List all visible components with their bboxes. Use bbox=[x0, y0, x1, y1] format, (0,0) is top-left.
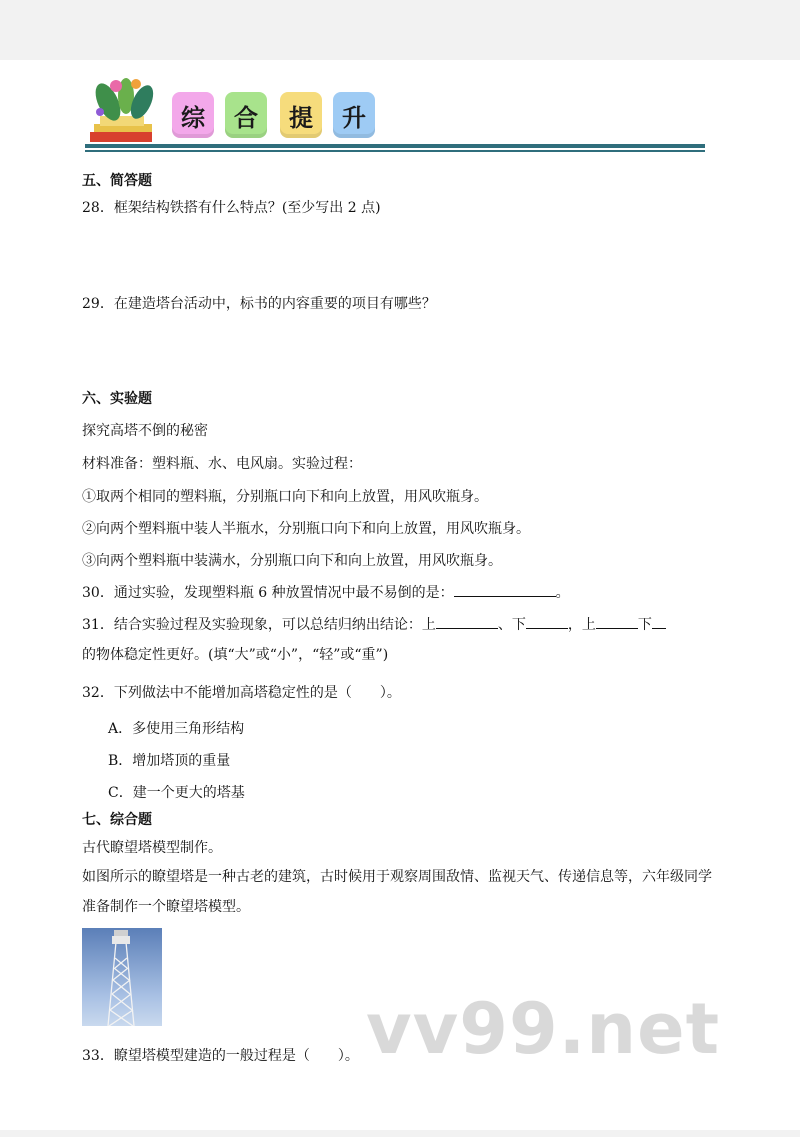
question-31-part-a: 31．结合实验过程及实验现象，可以总结归纳出结论：上 bbox=[82, 617, 436, 633]
books-plants-illustration bbox=[80, 72, 162, 152]
comprehensive-title: 古代瞭望塔模型制作。 bbox=[82, 840, 222, 856]
experiment-step-1: ①取两个相同的塑料瓶，分别瓶口向下和向上放置，用风吹瓶身。 bbox=[82, 489, 488, 505]
section-heading-comprehensive: 七、综合题 bbox=[82, 812, 152, 828]
answer-blank[interactable] bbox=[526, 614, 568, 629]
option-a[interactable]: A．多使用三角形结构 bbox=[108, 721, 245, 737]
section-banner bbox=[80, 72, 380, 152]
question-30-text: 30．通过实验，发现塑料瓶 6 种放置情况中最不易倒的是： bbox=[82, 585, 454, 601]
question-33: 33．瞭望塔模型建造的一般过程是（ ）。 bbox=[82, 1048, 359, 1064]
header-rule bbox=[85, 144, 705, 148]
experiment-title: 探究高塔不倒的秘密 bbox=[82, 423, 208, 439]
question-29: 29．在建造塔台活动中，标书的内容重要的项目有哪些？ bbox=[82, 296, 436, 312]
section-heading-experiment: 六、实验题 bbox=[82, 391, 152, 407]
question-31-part-c: ，上 bbox=[567, 617, 596, 633]
option-c[interactable]: C．建一个更大的塔基 bbox=[108, 785, 245, 801]
worksheet-page bbox=[0, 60, 800, 1130]
experiment-materials: 材料准备：塑料瓶、水、电风扇。实验过程： bbox=[82, 456, 362, 472]
answer-blank[interactable] bbox=[454, 582, 556, 597]
watermark: vv99.net bbox=[366, 988, 721, 1070]
answer-blank[interactable] bbox=[436, 614, 498, 629]
answer-blank[interactable] bbox=[652, 614, 666, 629]
question-30 bbox=[82, 582, 570, 602]
section-heading-short-answer: 五、简答题 bbox=[82, 173, 152, 189]
banner-tile: 升 bbox=[333, 92, 375, 138]
question-32: 32．下列做法中不能增加高塔稳定性的是（ ）。 bbox=[82, 685, 401, 701]
experiment-step-3: ③向两个塑料瓶中装满水，分别瓶口向下和向上放置，用风吹瓶身。 bbox=[82, 553, 502, 569]
banner-tile: 提 bbox=[280, 92, 322, 138]
question-31-line-2: 的物体稳定性更好。(填“大”或“小”，“轻”或“重”) bbox=[82, 647, 389, 663]
option-b[interactable]: B．增加塔顶的重量 bbox=[108, 753, 231, 769]
header-rule-thin bbox=[85, 150, 705, 152]
question-28: 28．框架结构铁搭有什么特点？(至少写出 2 点) bbox=[82, 200, 381, 216]
answer-blank[interactable] bbox=[596, 614, 638, 629]
question-31-part-b: 、下 bbox=[497, 617, 526, 633]
experiment-step-2: ②向两个塑料瓶中装人半瓶水，分别瓶口向下和向上放置，用风吹瓶身。 bbox=[82, 521, 530, 537]
banner-tile: 综 bbox=[172, 92, 214, 138]
banner-tile: 合 bbox=[225, 92, 267, 138]
question-30-end: 。 bbox=[555, 585, 570, 601]
question-31-part-d: 下 bbox=[637, 617, 652, 633]
comprehensive-description: 如图所示的瞭望塔是一种古老的建筑，古时候用于观察周围敌情、监视天气、传递信息等，六年级同学准备制作一个瞭望塔模型。 bbox=[82, 869, 712, 915]
question-31 bbox=[82, 614, 666, 634]
watchtower-photo bbox=[82, 928, 162, 1026]
watchtower-icon bbox=[82, 928, 162, 1026]
